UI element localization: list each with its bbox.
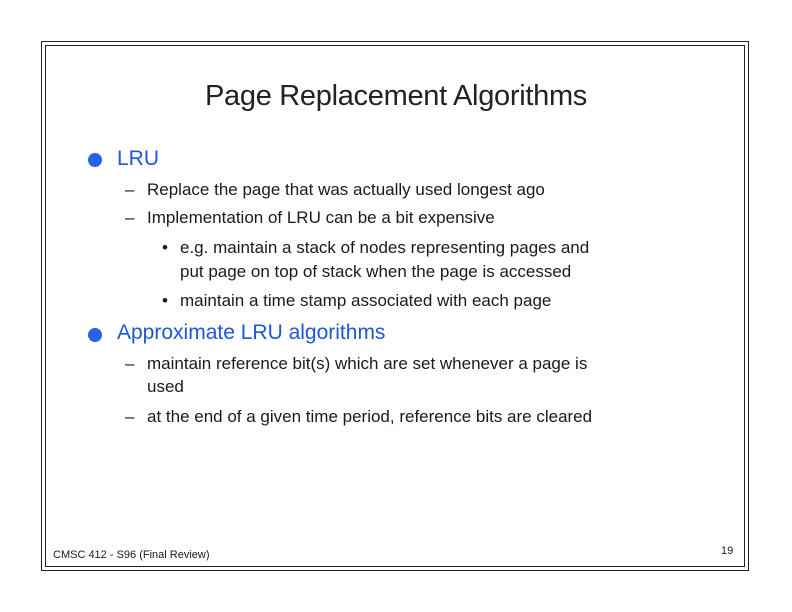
dash-icon: – (125, 407, 135, 426)
page-number: 19 (721, 545, 734, 557)
dash-icon: – (125, 354, 135, 373)
bullet-dot-icon: • (162, 238, 168, 257)
subitem-implementation: Implementation of LRU can be a bit expensive (147, 208, 495, 227)
bullet-icon (88, 328, 102, 342)
footer-course: CMSC 412 - S96 (Final Review) (53, 549, 210, 561)
subitem-reference-bits-line2: used (147, 377, 184, 396)
subitem-reference-bits-line1: maintain reference bit(s) which are set whenever a page is (147, 354, 588, 373)
bullet-dot-icon: • (162, 291, 168, 310)
subsubitem-stack-line1: e.g. maintain a stack of nodes representing pages and (180, 238, 590, 257)
subsubitem-stack-line2: put page on top of stack when the page is accessed (180, 262, 572, 281)
bullet-lru: LRU (117, 147, 160, 170)
subsubitem-timestamp: maintain a time stamp associated with each page (180, 291, 552, 310)
dash-icon: – (125, 208, 135, 227)
subitem-cleared: at the end of a given time period, reference bits are cleared (147, 407, 593, 426)
bullet-approx-lru: Approximate LRU algorithms (117, 321, 386, 344)
slide-title: Page Replacement Algorithms (205, 80, 587, 112)
bullet-icon (88, 153, 102, 167)
dash-icon: – (125, 180, 135, 199)
subitem-replace: Replace the page that was actually used longest ago (147, 180, 545, 199)
